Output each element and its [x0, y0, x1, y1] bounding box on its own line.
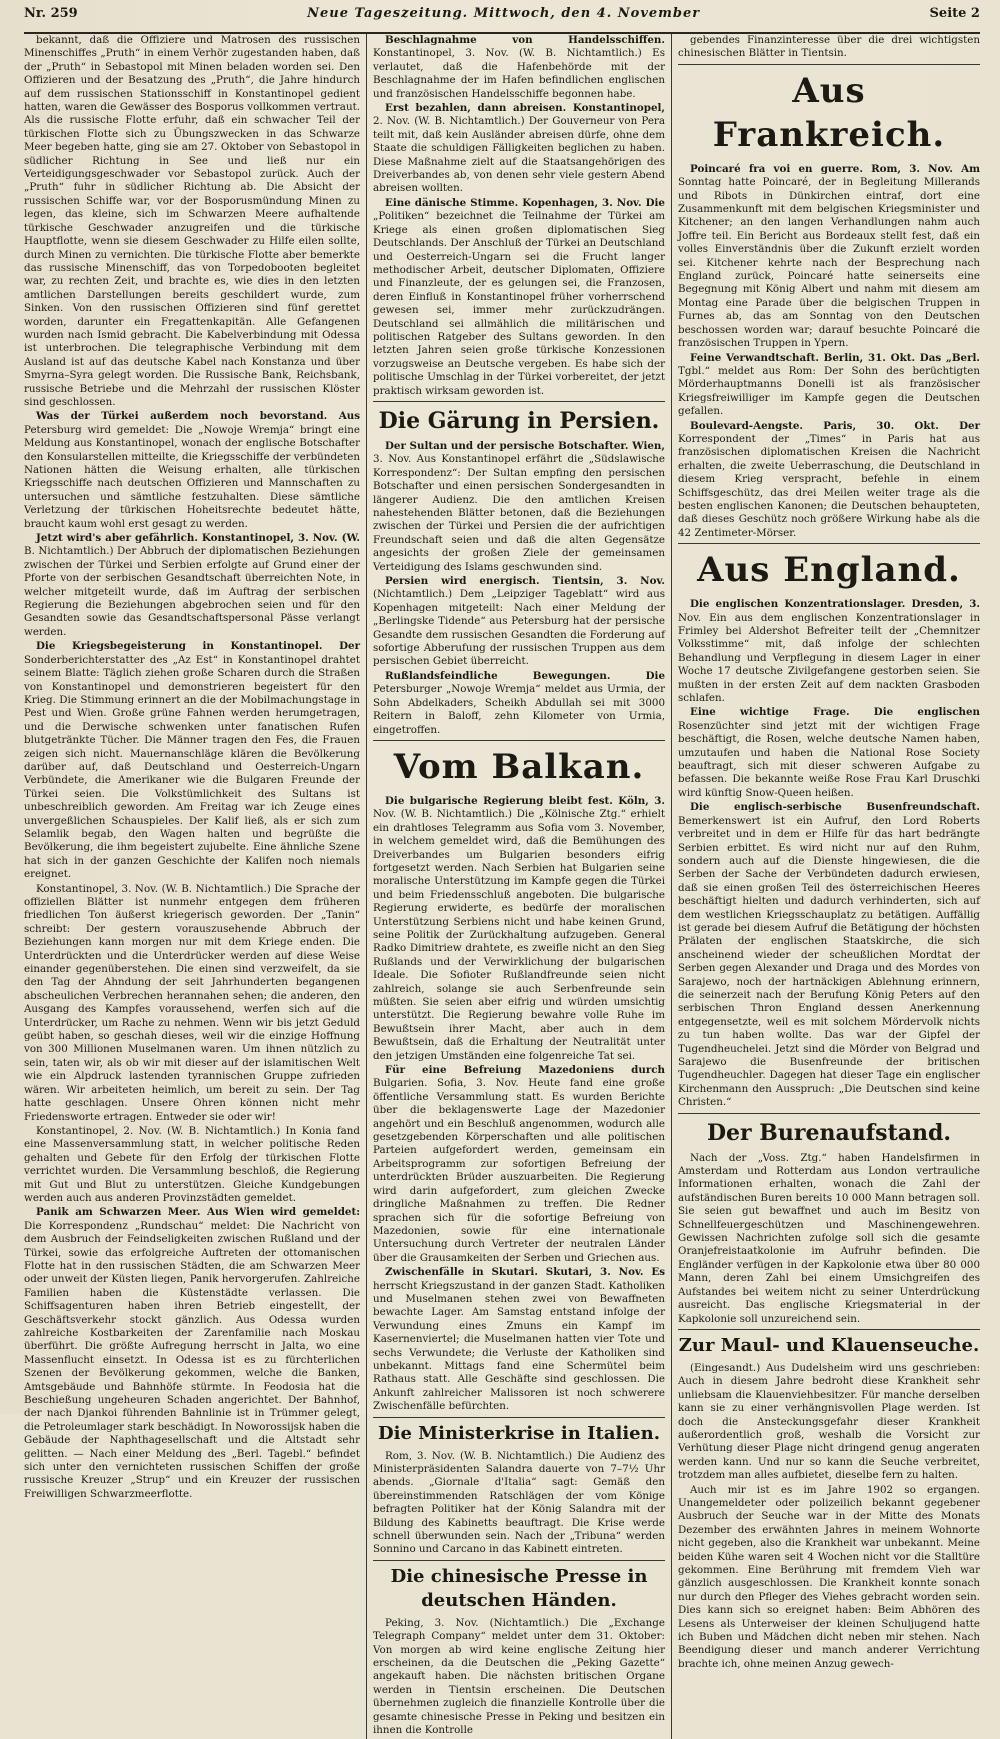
article-busenfreundschaft: Die englisch-serbische Busenfreundschaft. Bemerkenswert ist ein Aufruf, den Lord Roberts verbreitet und in dem er Hilfe für das hart bedrängte Serbien erbittet. Es wird nicht nur auf den Ruhm, sondern auch auf die Dienste hingewiesen, die die Serben der Sache der Verbündeten dadurch erwiesen, daß sie einen großen Teil des österreichischen Heeres beschäftigt hielten und dadurch verhinderten, sich auf dem westlichen Kriegsschauplatz zu betätigen. Auffällig ist gerade bei diesem Aufruf die Betätigung der höchsten Prälaten der englischen Staatskirche, die sich anscheinend wieder der scheußlichen Mordtat der Serben gegen Alexander und Draga und des Mordes von Sarajewo, noch der hartnäckigen Ablehnung erinnern, die seinerzeit nach der Berufung König Peters auf den serbischen Thron England dessen Anerkennung entgegensetzte, weil es mit solchem Mördervolk nichts zu tun haben wollte. Das war der Gipfel der Tugendheuchelei. Jetzt sind die Mörder von Belgrad und Sarajewo die Busenfreunde der britischen Tugendheuchler. Dagegen hat dieser Tage ein englischer Kirchenmann den Ausspruch: „Die Deutschen sind keine Christen.“: [678, 801, 980, 1109]
article-skutari: Zwischenfälle in Skutari. Skutari, 3. Nov. Es herrscht Kriegszustand in der ganzen Stadt. Katholiken und Muselmanen stehen zwei von Bewaffneten bewachte Lager. Am Samstag entstand infolge der Verwundung eines Zmuns ein Kampf im Kasernenviertel; die Muselmanen hatten vier Tote und sechs Verwundete; die Verluste der Katholiken sind unbekannt. Mittags fand eine Schermütel beim Rathaus statt. Alle Geschäfte sind geschlossen. Die Ankunft zahlreicher Malissoren ist noch schwerere Zwischenfälle befürchten.: [373, 1266, 665, 1413]
article-tuerkei-bevorstand: Was der Türkei außerdem noch bevorstand. Aus Petersburg wird gemeldet: Die „Nowoje Wremja“ bringt eine Meldung aus Konstantinopel, wonach der englische Botschafter den Konsularstellen mitteilte, die Kriegsschiffe der verbündeten Nationen hätten die Weisung erhalten, alle türkischen Kriegsschiffe nach deutschen Offizieren und Mannschaften zu untersuchen und sämtliche festzuhalten. Diese sämtliche Verletzung der türkischen Hoheitsrechte bedeutet hätte, braucht kaum wohl erst gesagt zu werden.: [24, 410, 360, 530]
divider: [678, 543, 980, 544]
heading-china: Die chinesische Presse in deutschen Händen.: [390, 1565, 648, 1611]
article-daenische-stimme: Eine dänische Stimme. Kopenhagen, 3. Nov. Die „Politiken“ bezeichnet die Teilnahme der Türkei am Kriege als einen großen diplomatischen Sieg Deutschlands. Der Anschluß der Türkei an Deutschland und Oesterreich-Ungarn sei die Frucht langer methodischer Arbeit, deutscher Diplomaten, Offiziere und Finanzleute, der es gelungen sei, die Franzosen, deren Einfluß in Konstantinopel früher vorherrschend gewesen sei, immer mehr zurückzudrängen. Deutschland sei allmählich die militärischen und politischen Ratgeber des Sultans geworden. In den letzten Jahren seien große türkische Konzessionen vorzugsweise an Deutsche vergeben. Es habe sich der politische Umschlag in der Türkei vorbereitet, der jetzt praktisch wirksam geworden ist.: [373, 196, 665, 397]
article-seuche-2: Auch mir ist es im Jahre 1902 so ergangen. Unangemeldeter oder polizeilich bekannt gegebener Ausbruch der Seuche war in der Mitte des Monats Dezember des erwähnten Jahres in meinem Wohnorte nicht gegeben, also die Krankheit war unbekannt. Meine beiden Kühe waren seit 4 Wochen nicht vor die Stalltüre gekommen. Eine Berührung mit fremdem Vieh war gänzlich ausgeschlossen. Die Krankheit konnte sonach nur durch den Pfleger des Viehes gebracht worden sein. Dies kann sich so ereignet haben: Beim Abhören des Lesens als Unterweiser der kleinen Schuljugend hatte ich Buben und Mädchen dicht neben mir stehen. Nach Beendigung dieser und manch anderer Verrichtung brachte ich, ohne meinen Anzug gewech-: [678, 1483, 980, 1670]
heading-frankreich: Aus Frankreich.: [712, 70, 946, 155]
article-salandra: Rom, 3. Nov. (W. B. Nichtamtlich.) Die Audienz des Ministerpräsidenten Salandra dauerte von 7–7½ Uhr abends. „Giornale d'Italia“ sagt: Gemäß den übereinstimmenden Ratschlägen der vom Könige befragten Politiker hat der König Salandra mit der Bildung des Kabinetts beauftragt. Die Krise werde schnell überwunden sein. Nach der „Tribuna“ werden Sonnino und Carcano in das Kabinett eintreten.: [373, 1449, 665, 1556]
heading-persien: Die Gärung in Persien.: [378, 407, 660, 434]
article-china-continued: gebendes Finanzinteresse über die drei wichtigsten chinesischen Blätter in Tientsin.: [678, 34, 980, 60]
heading-seuche: Zur Maul- und Klauenseuche.: [678, 1334, 980, 1356]
article-bulgarien-fest: Die bulgarische Regierung bleibt fest. Köln, 3. Nov. (W. B. Nichtamtlich.) Die „Kölnische Ztg.“ erhielt ein drahtloses Telegramm aus Sofia vom 3. November, in welchem gemeldet wird, daß die Bemühungen des Dreiverbandes um Bulgarien besonders eifrig fortgesetzt werden. Nach Serbien hat Bulgarien seine moralische Unterstützung im Kampfe gegen die Türkei und beim Friedensschluß angeboten. Die bulgarische Regierung erwiderte, es bedürfe der moralischen Unterstützung Serbiens nicht und habe keinen Grund, seine Politik der Zurückhaltung aufzugeben. General Radko Dimitriew drahtete, es zweifle nicht an den Sieg Rußlands und der Verwirklichung der bulgarischen Ideale. Die Sofioter Rußlandfreunde seien nicht zahlreich, solange sie auch Serbenfreunde sein müßten. Sie seien aber eifrig und würden umsichtig unterstützt. Die Regierung bewahre volle Ruhe im Bewußtsein ihrer Macht, aber auch in dem Bewußtsein, daß die Erhaltung der Neutralität unter den jetzigen Umständen eine folgenreiche Tat sei.: [373, 794, 665, 1062]
column-3: [678, 34, 980, 1739]
divider: [373, 1417, 665, 1418]
article-verwandtschaft: Feine Verwandtschaft. Berlin, 31. Okt. Das „Berl. Tgbl.“ meldet aus Rom: Der Sohn des berüchtigten Mörderhauptmanns Donelli ist als französischer Kriegsfreiwilliger im Kampfe gegen die Deutschen gefallen.: [678, 351, 980, 418]
issue-number: Nr. 259: [24, 6, 78, 21]
page-number: Seite 2: [929, 6, 980, 21]
article-boulevard: Boulevard-Aengste. Paris, 30. Okt. Der Korrespondent der „Times“ in Paris hat aus französischen diplomatischen Kreisen die Nachricht erhalten, die zweite Ueberraschung, die Deutschland in diesem Krieg verspracht, befehle in einem Schiffsgeschütz, das drei Meilen weiter trage als die besten englischen Kanonen; die Deutschen behaupteten, daß dieses Geschütz noch größere Wirkung habe als die 42 Zentimeter-Mörser.: [678, 419, 980, 539]
article-tanin: Konstantinopel, 3. Nov. (W. B. Nichtamtlich.) Die Sprache der offiziellen Blätter ist nunmehr entgegen dem früheren friedlichen Ton äußerst kriegerisch geworden. Der „Tanin“ schreibt: Der gestern vorauszusehende Abbruch der Beziehungen kann morgen nur mit dem Kriege enden. Die Unterdrückten und die Unterdrücker werden auf diese Weise einander gegenüberstehen. Die einen sind verzweifelt, da sie den Tag der Ahndung der seit Jahrhunderten begangenen abscheulichen Verbrechen herannahen sehen; die anderen, den Ausgang des Kampfes voraussehend, werfen sich auf die Unterdrücker, um Rache zu nehmen. Wenn wir bis jetzt Geduld geübt haben, so geschah dieses, weil wir die einzige Hoffnung von 300 Millionen Muselmanen waren. Um ihnen nützlich zu sein, taten wir, als ob wir mit dieser auf der islamitischen Welt wie ein Alpdruck lastenden tyrannischen Gruppe zufrieden wären. Wir arbeiteten heimlich, um bereit zu sein. Der Tag hatte geschlagen. Unsere Ohren können nicht mehr Friedensworte ertragen. Entweder sie oder wir!: [24, 882, 360, 1123]
heading-italien: Die Ministerkrise in Italien.: [378, 1422, 660, 1444]
divider: [678, 1113, 980, 1114]
divider: [373, 401, 665, 402]
heading-england: Aus England.: [697, 550, 961, 591]
article-peking: Peking, 3. Nov. (Nichtamtlich.) Die „Exchange Telegraph Company“ meldet unter dem 31. Oktober: Von morgen ab wird keine englische Zeitung hier erscheinen, da die Deutschen die „Peking Gazette“ angekauft haben. Die nächsten britischen Organe werden in Tientsin erscheinen. Die Deutschen übernehmen zugleich die finanzielle Kontrolle über die gesamte chinesische Presse in Peking und besitzen ein ihnen die Kontrolle: [373, 1616, 665, 1737]
article-poincare: Poincaré fra voi en guerre. Rom, 3. Nov. Am Sonntag hatte Poincaré, der in Begleitung Millerands und Ribots in Dünkirchen eintraf, dort eine Zusammenkunft mit dem belgischen Kriegsminister und Kitchener; an den langen Verhandlungen nahm auch Joffre teil. Ein Bericht aus Bordeaux stellt fest, daß ein volles Einverständnis über die Zukunft erzielt worden sei. Kitchener kehrte nach der Besprechung nach England zurück, Poincaré hatte seinerseits eine Begegnung mit König Albert und nahm mit diesem am Montag eine Parade über die belgischen Truppen in Furnes ab, das am Sonntag von den Deutschen beschossen worden war; darauf besuchte Poincaré die französischen Truppen in Ypern.: [678, 162, 980, 350]
divider: [373, 740, 665, 741]
article-pruth: bekannt, daß die Offiziere und Matrosen des russischen Minenschiffes „Pruth“ in einem Verhör zugestanden haben, daß der „Pruth“ in Sebastopol mit Minen beladen worden sei. Den Offizieren und der Besatzung des „Pruth“, die Jahre hindurch auf dem russischen Stationsschiff in Konstantinopel gedient hatten, waren die Gewässer des Bosporus vollkommen vertraut. Als die russische Flotte erfuhr, daß ein schwacher Teil der türkischen Flotte sich zu Übungszwecken in das Schwarze Meer begeben hatte, ging sie am 27. Oktober von Sebastopol in südlicher Richtung in See und ließ nur ein Verteidigungsgeschwader vor Sebastopol zurück. Auch der „Pruth“ fuhr in südlicher Richtung ab. Die Absicht der russischen Schiffe war, vor der Bosporusmündung Minen zu legen, das kleine, sich im Schwarzen Meere aufhaltende türkische Geschwader anzugreifen und die türkische Hauptflotte, wenn sie diesem Geschwader zu Hilfe eilen sollte, durch Minen zu vernichten. Die türkische Flotte aber bemerkte das russische Minenschiff, das von Torpedobooten begleitet war, zu rechten Zeit, und brachte es, wie dies in den letzten amtlichen Darstellungen bereits geschildert wurde, zum Sinken. Von den russischen Offizieren sind fünf gerettet worden, darunter ein Fregattenkapitän. Alle Gefangenen wurden nach Ismid gebracht. Die Kabelverbindung mit Odessa ist unterbrochen. Die telegraphische Verbindung mit dem Ausland ist auf das deutsche Kabel nach Konstanza und über Smyrna–Syra gelegt worden. Die Russische Bank, Reichsbank, russische Betriebe und die Mehrzahl der russischen Klöster sind geschlossen.: [24, 34, 360, 408]
article-russlandfeindlich: Rußlandsfeindliche Bewegungen. Die Petersburger „Nowoje Wremja“ meldet aus Urmia, der Sohn Abdelkaders, Scheikh Abdullah sei mit 3000 Reitern in Baloff, zehn Kilometer von Urmia, eingetroffen.: [373, 669, 665, 736]
page-header: [24, 6, 980, 34]
article-konzentrationslager: Die englischen Konzentrationslager. Dresden, 3. Nov. Ein aus dem englischen Konzentrationslager in Frimley bei Aldershot Befreiter teilt der „Chemnitzer Volksstimme“ mit, daß infolge der schlechten Behandlung und Verpflegung in diesem Lager in einer Woche 17 deutsche Zivilgefangene gestorben seien. Sie mußten in der ersten Zeit auf dem nackten Grasboden schlafen.: [678, 598, 980, 705]
article-kriegsbegeisterung: Die Kriegsbegeisterung in Konstantinopel. Der Sonderberichterstatter des „Az Est“ in Konstantinopel drahtet seinem Blatte: Täglich ziehen große Scharen durch die Straßen von Konstantinopel und demonstrieren begeistert für den Krieg. Die Stimmung erinnert an die der Mobilmachungstage in Pest und Wien. Große grüne Fahnen werden herumgetragen, und die Derwische schwenken unter fanatischen Rufen blutgetränkte Tücher. Die Männer tragen den Fes, die Frauen zeigen sich nicht. Mauernanschläge klären die Bevölkerung darüber auf, daß Deutschland und Oesterreich-Ungarn Verbündete, die Amerikaner wie die Bulgaren Freunde der Türkei seien. Die Volkstümlichkeit des Sultans ist unbeschreiblich geworden. Am Freitag war ich Zeuge eines unvergeßlichen Schauspieles. Der Kalif ließ, als er sich zum Selamlik begab, den Wagen halten und begrüßte die Bevölkerung, die ihm begeistert zujubelte. Eine ähnliche Szene hat sich in der ganzen Geschichte der Kalifen noch niemals ereignet.: [24, 640, 360, 881]
article-konia: Konstantinopel, 2. Nov. (W. B. Nichtamtlich.) In Konia fand eine Massenversammlung statt, in welcher politische Reden gehalten und Gebete für den Erfolg der türkischen Flotte verrichtet wurden. Die Versammlung beschloß, die Regierung mit Gut und Blut zu unterstützen. Gleiche Kundgebungen werden auch aus anderen Provinzstädten gemeldet.: [24, 1124, 360, 1204]
columns: [24, 34, 980, 1737]
heading-balkan: Vom Balkan.: [393, 746, 645, 787]
column-1: [24, 34, 360, 1739]
masthead-dateline: Neue Tageszeitung. Mittwoch, den 4. November: [307, 6, 701, 21]
divider: [373, 1560, 665, 1561]
article-wichtige-frage: Eine wichtige Frage. Die englischen Rosenzüchter sind jetzt mit der wichtigen Frage beschäftigt, die Rosen, welche deutsche Namen haben, umzutaufen und haben die National Rose Society beauftragt, sich mit dieser schweren Aufgabe zu befassen. Die bekannte weiße Rose Frau Karl Druschki wird künftig Snow-Queen heißen.: [678, 706, 980, 799]
divider: [678, 64, 980, 65]
article-persien-energisch: Persien wird energisch. Tientsin, 3. Nov. (Nichtamtlich.) Dem „Leipziger Tageblatt“ wird aus Kopenhagen mitgeteilt: Nach einer Meldung der „Berlingske Tidende“ aus Petersburg hat der persische Gesandte dem russischen Gesandten die Forderung auf sofortige Abberufung der russischen Truppen aus dem persischen Gebiet überreicht.: [373, 575, 665, 668]
article-jetzt-gefaehrlich: Jetzt wird's aber gefährlich. Konstantinopel, 3. Nov. (W. B. Nichtamtlich.) Der Abbruch der diplomatischen Beziehungen zwischen der Türkei und Serbien erfolgte auf Grund einer der Pforte von der serbischen Gesandtschaft überreichten Note, in welcher mitgeteilt wurde, daß im Auftrag der serbischen Regierung die Beziehungen abgebrochen seien und für den Gesandten sowie das Gesandtschaftspersonal Pässe verlangt werden.: [24, 532, 360, 638]
column-rule-1: [366, 34, 367, 1739]
article-panik: Panik am Schwarzen Meer. Aus Wien wird gemeldet: Die Korrespondenz „Rundschau“ meldet: Die Nachricht von dem Ausbruch der Feindseligkeiten zwischen Rußland und der Türkei, sowie das erfolgreiche Auftreten der ottomanischen Flotte hat in den russischen Städten, die am Schwarzen Meer oder unweit der Küsten liegen, Panik hervorgerufen. Zahlreiche Familien haben die Küstenstädte verlassen. Die Schiffsagenturen haben ihren Betrieb eingestellt, der Geschäftsverkehr stockt gänzlich. Aus Odessa wurden zahlreiche Kostbarkeiten der Zarenfamilie nach Moskau überführt. Die größte Aufregung herrscht in Jalta, wo eine Massenflucht einsetzt. In Odessa ist es zu fürchterlichen Szenen der Bevölkerung gekommen, welche die Banken, Amtsgebäude und Bahnhöfe stürmte. In Feodosia hat die Beschießung ungeheuren Schaden angerichtet. Der Bahnhof, der nach Djankoi führenden Bahnlinie ist in Trümmer gelegt, die Petroleumlager stark beschädigt. In Noworossijsk haben die Gebäude der Naphthagesellschaft und die Altstadt sehr gelitten. — Nach einer Meldung des „Berl. Tagebl.“ befindet sich unter den vernichteten russischen Schiffen der große russische Kreuzer „Strup“ und ein Kreuzer der russischen Freiwilligen Schwarzmeerflotte.: [24, 1206, 360, 1500]
article-beschlagnahme: Beschlagnahme von Handelsschiffen. Konstantinopel, 3. Nov. (W. B. Nichtamtlich.) Es verlautet, daß die Hafenbehörde mit der Beschlagnahme der im Hafen befindlichen englischen und französischen Handelsschiffe begonnen habe.: [373, 34, 665, 100]
column-2: [373, 34, 665, 1739]
article-erst-bezahlen: Erst bezahlen, dann abreisen. Konstantinopel, 2. Nov. (W. B. Nichtamtlich.) Der Gouverneur von Pera teilt mit, daß kein Ausländer abreisen dürfe, ohne dem Staate die schuldigen Fälligkeiten beglichen zu haben. Diese Maßnahme zielt auf die Staatsangehörigen des Dreiverbandes ab, von denen sehr viele gestern Abend abreisen wollten.: [373, 102, 665, 195]
article-buren: Nach der „Voss. Ztg.“ haben Handelsfirmen in Amsterdam und Rotterdam aus London vertrauliche Informationen erhalten, wonach die Zahl der aufständischen Buren bereits 10 000 Mann betragen soll. Sie seien gut bewaffnet und auch im Besitz von Schnellfeuergeschützen und Maschinengewehren. Gewissen Nachrichten zufolge soll sich die gesamte Oranjefreistaatkolonie im Aufruhr befinden. Die Engländer verfügen in der Kapkolonie etwa über 80 000 Mann, deren Zahl bei einem Umsichgreifen des Aufstandes bei weitem nicht zu seiner Unterdrückung ausreicht. Das englische Kriegsmaterial in der Kapkolonie soll unzureichend sein.: [678, 1151, 980, 1325]
heading-buren: Der Burenaufstand.: [706, 1119, 952, 1146]
article-sultan-botschafter: Der Sultan und der persische Botschafter. Wien, 3. Nov. Aus Konstantinopel erfährt die „Südslawische Korrespondenz“: Der Sultan empfing den persischen Botschafter und einen persischen Sondergesandten in längerer Audienz. Die den amtlichen Kreisen nahestehenden Blätter betonen, daß die Beziehungen zwischen der Türkei und Persien die der aufrichtigen Freundschaft seien und daß die alten Gegensätze angesichts der großen Ziele der gemeinsamen Verteidigung des Islams geschwunden sind.: [373, 439, 665, 573]
divider: [678, 1329, 980, 1330]
article-seuche-1: (Eingesandt.) Aus Dudelsheim wird uns geschrieben: Auch in diesem Jahre bedroht diese Krankheit sehr unliebsam die Klauenviehbesitzer. Für manche derselben kann sie zu einer verhängnisvollen Plage werden. Ist doch die Ansteckungsgefahr dieser Krankheit außerordentlich groß, weshalb die Vorsicht zur Verhütung dieser Plage nicht dringend genug angeraten werden kann. Und nur so kann die Seuche verbreitet, trotzdem man alles aufbietet, dieselbe fern zu halten.: [678, 1361, 980, 1482]
article-mazedonien: Für eine Befreiung Mazedoniens durch Bulgarien. Sofia, 3. Nov. Heute fand eine große öffentliche Versammlung statt. Es wurden Berichte über die beklagenswerte Lage der Mazedonier angehört und ein Beschluß angenommen, wodurch alle gesetzgebenden Körperschaften und alle politischen Parteien aufgefordert werden, gemeinsam ein Arbeitsprogramm zur sofortigen Befreiung der unterdrückten Brüder auszuarbeiten. Die Regierung wird darin aufgefordert, zum gleichen Zwecke dringliche Maßnahmen zu treffen. Die Redner sprachen sich für die sofortige Befreiung von Mazedonien, sowie für eine internationale Untersuchung durch Vertreter der neutralen Länder über die Grausamkeiten der Serben und Griechen aus.: [373, 1064, 665, 1264]
column-rule-2: [671, 34, 672, 1739]
